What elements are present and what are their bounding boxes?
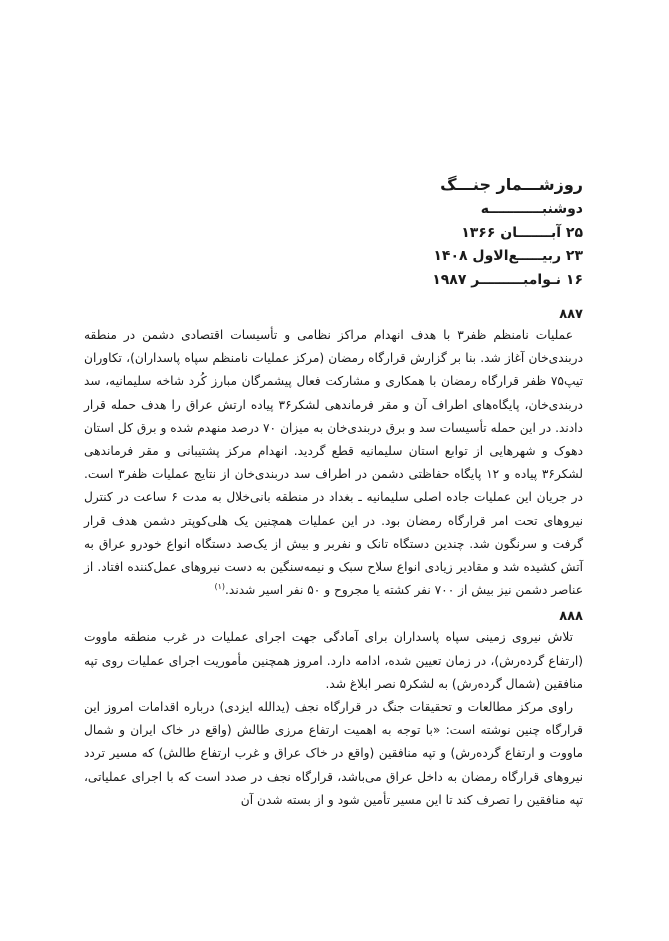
chronicle-title: روزشـــمار جنـــگ: [440, 175, 583, 194]
footnote-reference[interactable]: (۱): [214, 582, 226, 592]
solar-date: ۲۵ آبـــــــان ۱۳۶۶: [461, 224, 583, 241]
entry-887: [84, 306, 583, 602]
weekday: دوشنبـــــــــــه: [480, 201, 583, 217]
lunar-date: ۲۳ ربیـــــع‌الاول ۱۴۰۸: [433, 248, 583, 264]
entry-888: [84, 608, 583, 812]
entry-paragraph: تلاش نیروی زمینی سپاه پاسداران برای آمادگی جهت اجرای عملیات در غرب منطقه ماووت (ارتفاع گرده‌رش)، در زمان تعیین شده، ادامه دارد. امروز همچنین مأموریت اجرای عملیات روی تپه منافقین (شمال گرده‌رش) به لشکر۵ نصر ابلاغ شد.: [84, 630, 583, 691]
date-header: [84, 172, 583, 292]
paragraph-text: عملیات نامنظم ظفر۳ با هدف انهدام مراکز نظامی و تأسیسات اقتصادی دشمن در منطقه دربندی‌خان آغاز شد. بنا بر گزارش قرارگاه رمضان (مرکز عملیات نامنظم سپاه پاسداران)، تکاوران تیپ۷۵ ظفر قرارگاه رمضان با همکاری و مشارکت فعال پیشمرگان مبارز کُرد شاخه سلیمانیه، سد دربندی‌خان، پایگاه‌های اطراف آن و مقر فرماندهی لشکر۳۶ پیاده ارتش عراق را هدف حمله قرار دادند. در این حمله تأسیسات سد و برق دربندی‌خان به میزان ۷۰ درصد منهدم شده و برق کل استان دهوک و شهرهایی از توابع استان سلیمانیه قطع گردید. انهدام مرکز پشتیبانی و مقر فرماندهی لشکر۳۶ پیاده و ۱۲ پایگاه حفاظتی دشمن در اطراف سد دربندی‌خان از نتایج عملیات ظفر۳ است. در جریان این عملیات جاده اصلی سلیمانیه ـ بغداد در منطقه بانی‌خلال به مدت ۶ ساعت در کنترل نیروهای تحت امر قرارگاه رمضان بود. در این عملیات همچنین یک هلی‌کوپتر دشمن هدف قرار گرفت و سرنگون شد. چندین دستگاه تانک و نفربر و بیش از یک‌صد دستگاه انواع خودرو عراق به آتش کشیده شد و مقادیر زیادی انواع سلاح سبک و نیمه‌سنگین به دست نیروهای عمل‌کننده افتاد. از عناصر دشمن نیز بیش از ۷۰۰ نفر کشته یا مجروح و ۵۰ نفر اسیر شدند.: [84, 328, 583, 598]
entry-number: ۸۸۷: [559, 307, 583, 322]
gregorian-date: ۱۶ نـوامبـــــــــر ۱۹۸۷: [432, 271, 583, 288]
book-page: [84, 0, 583, 812]
entry-paragraph: راوی مرکز مطالعات و تحقیقات جنگ در قرارگاه نجف (یدالله ایزدی) درباره اقدامات امروز این قرارگاه چنین نوشته است: «با توجه به اهمیت ارتفاع مرزی طالش (واقع در خاک ایران و شمال ماووت و ارتفاع گرده‌رش) و تپه منافقین (واقع در خاک عراق و غرب ارتفاع طالش) که مسیر تردد نیروهای قرارگاه رمضان به داخل عراق می‌باشد، قرارگاه نجف در صدد است که با اجرای عملیاتی، تپه منافقین را تصرف کند تا این مسیر تأمین شود و از بسته شدن آن: [84, 700, 583, 807]
entry-number: ۸۸۸: [559, 609, 583, 625]
entry-paragraph: [84, 324, 583, 602]
